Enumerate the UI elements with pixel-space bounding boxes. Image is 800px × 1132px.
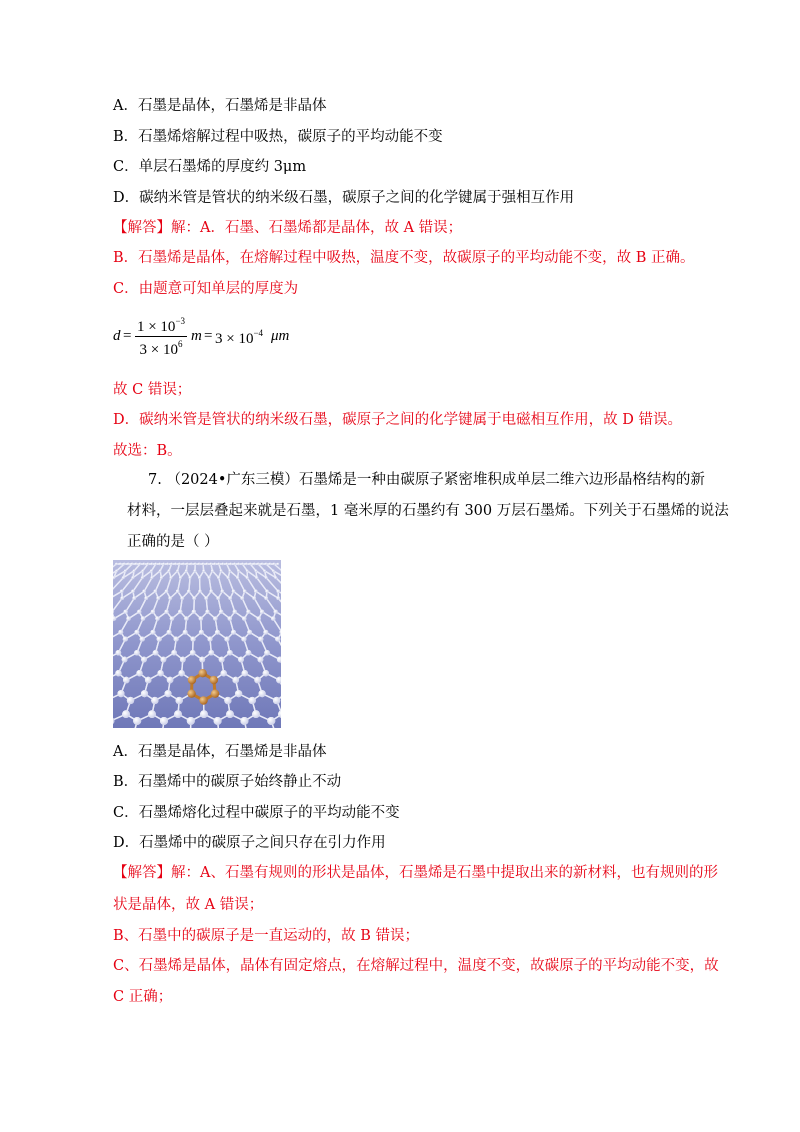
answer-line: 状是晶体，故 A 错误； (113, 897, 264, 913)
carbon-atom (218, 563, 220, 565)
carbon-atom (261, 563, 263, 565)
carbon-atom (260, 610, 264, 614)
fraction-bar (135, 336, 187, 337)
option-d: D．石墨烯中的碳原子之间只存在引力作用 (113, 835, 386, 851)
carbon-atom (240, 717, 248, 725)
carbon-atom (257, 616, 261, 620)
formula-equals-2: = (204, 328, 213, 344)
carbon-atom (263, 570, 266, 573)
carbon-atom (151, 630, 156, 635)
answer-line: B、石墨中的碳原子是一直运动的，故 B 错误； (113, 928, 420, 944)
carbon-atom (144, 596, 148, 600)
carbon-atom (136, 670, 142, 676)
carbon-atom (115, 670, 121, 676)
carbon-atom (141, 657, 147, 663)
carbon-atom (222, 563, 224, 565)
carbon-atom (217, 576, 220, 579)
carbon-atom (131, 590, 134, 593)
carbon-atom (165, 610, 169, 614)
carbon-atom (151, 610, 155, 614)
question-stem: 7. （2024•广东三模）石墨烯是一种由碳原子紧密堆积成单层二维六边形晶格结构的新 (148, 472, 705, 488)
carbon-atom (168, 570, 171, 573)
carbon-atom (224, 697, 231, 704)
carbon-atom (143, 563, 145, 565)
carbon-atom (187, 717, 195, 725)
carbon-atom (155, 616, 159, 620)
carbon-atom (263, 670, 269, 676)
carbon-atom (207, 637, 212, 642)
carbon-atom (194, 570, 197, 573)
carbon-atom (215, 630, 220, 635)
formula-equals: = (123, 328, 132, 344)
carbon-atom (123, 637, 128, 642)
carbon-atom (237, 570, 240, 573)
carbon-atom (170, 563, 172, 565)
answer-line: 【解答】解：A．石墨、石墨烯都是晶体，故 A 错误； (113, 220, 463, 236)
highlight-atom (210, 676, 218, 684)
carbon-atom (258, 637, 263, 642)
carbon-atom (246, 570, 249, 573)
carbon-atom (238, 657, 244, 663)
option-a: A．石墨是晶体，石墨烯是非晶体 (113, 98, 327, 114)
carbon-atom (214, 563, 216, 565)
carbon-atom (157, 637, 162, 642)
carbon-atom (159, 570, 162, 573)
carbon-atom (115, 563, 117, 565)
carbon-atom (242, 616, 246, 620)
carbon-atom (191, 637, 196, 642)
carbon-atom (190, 650, 196, 656)
answer-line: 故选：B。 (113, 443, 182, 459)
carbon-atom (157, 670, 163, 676)
carbon-atom (228, 596, 232, 600)
carbon-atom (264, 650, 270, 656)
carbon-atom (151, 697, 158, 704)
carbon-atom (233, 563, 235, 565)
option-c: C．单层石墨烯的厚度约 3μm (113, 159, 307, 175)
carbon-atom (219, 657, 225, 663)
carbon-atom (179, 576, 182, 579)
answer-line: C．由题意可知单层的厚度为 (113, 281, 299, 297)
carbon-atom (127, 563, 129, 565)
carbon-atom (246, 610, 250, 614)
carbon-atom (171, 650, 177, 656)
carbon-atom (117, 690, 124, 697)
highlight-atom (211, 689, 219, 697)
carbon-atom (156, 596, 160, 600)
carbon-atom (186, 563, 188, 565)
carbon-atom (132, 596, 136, 600)
carbon-atom (245, 563, 247, 565)
option-b: B．石墨烯熔解过程中吸热，碳原子的平均动能不变 (113, 129, 443, 145)
formula-rhs-unit: μm (271, 328, 290, 344)
carbon-atom (205, 610, 209, 614)
formula-lhs: d (113, 328, 121, 344)
formula-rhs: $3 \times 10^{-4}$ (215, 328, 264, 347)
carbon-atom (227, 650, 233, 656)
carbon-atom (120, 596, 124, 600)
carbon-atom (178, 610, 182, 614)
carbon-atom (236, 576, 239, 579)
carbon-atom (252, 710, 260, 718)
carbon-atom (189, 576, 192, 579)
carbon-atom (265, 563, 267, 565)
carbon-atom (265, 590, 268, 593)
option-d: D．碳纳米管是管状的纳米级石墨，碳原子之间的化学键属于强相互作用 (113, 190, 575, 206)
carbon-atom (141, 570, 144, 573)
carbon-atom (273, 563, 275, 565)
carbon-atom (124, 570, 127, 573)
carbon-atom (142, 590, 145, 593)
carbon-atom (134, 650, 140, 656)
carbon-atom (199, 616, 203, 620)
carbon-atom (227, 576, 230, 579)
carbon-atom (115, 570, 118, 573)
carbon-atom (221, 590, 224, 593)
carbon-atom (249, 697, 256, 704)
carbon-atom (122, 657, 128, 663)
carbon-atom (118, 630, 123, 635)
carbon-atom (170, 616, 174, 620)
carbon-atom (185, 570, 188, 573)
carbon-atom (253, 563, 255, 565)
formula-unit: m (191, 328, 202, 344)
thickness-formula (113, 316, 433, 360)
carbon-atom (241, 563, 243, 565)
carbon-atom (275, 637, 280, 642)
carbon-atom (165, 590, 168, 593)
carbon-atom (151, 563, 153, 565)
highlight-atom (198, 669, 206, 677)
carbon-atom (174, 637, 179, 642)
carbon-atom (147, 563, 149, 565)
carbon-atom (150, 570, 153, 573)
carbon-atom (137, 610, 141, 614)
carbon-atom (167, 630, 172, 635)
carbon-atom (211, 570, 214, 573)
carbon-atom (194, 563, 196, 565)
carbon-atom (267, 717, 275, 725)
carbon-atom (214, 717, 222, 725)
carbon-atom (265, 576, 268, 579)
graphene-lattice-image (113, 560, 281, 728)
carbon-atom (150, 576, 153, 579)
carbon-atom (198, 576, 201, 579)
carbon-atom (167, 677, 174, 684)
carbon-atom (161, 657, 167, 663)
carbon-atom (155, 563, 157, 565)
carbon-atom (160, 576, 163, 579)
carbon-atom (202, 570, 205, 573)
graphene-lattice-svg (113, 560, 281, 728)
carbon-atom (139, 563, 141, 565)
carbon-atom (247, 630, 252, 635)
carbon-atom (135, 563, 137, 565)
carbon-atom (131, 576, 134, 579)
highlight-atom (187, 689, 195, 697)
carbon-atom (124, 610, 128, 614)
carbon-atom (276, 596, 280, 600)
option-b: B．石墨烯中的碳原子始终静止不动 (113, 774, 342, 790)
carbon-atom (176, 570, 179, 573)
carbon-atom (119, 563, 121, 565)
carbon-atom (226, 710, 234, 718)
carbon-atom (224, 637, 229, 642)
carbon-atom (221, 670, 227, 676)
question-stem: 材料，一层层叠起来就是石墨，1 毫米厚的石墨约有 300 万层石墨烯。下列关于石墨烯的说法 (127, 503, 729, 519)
carbon-atom (271, 616, 275, 620)
carbon-atom (148, 710, 156, 718)
carbon-atom (228, 616, 232, 620)
carbon-atom (213, 616, 217, 620)
carbon-atom (160, 717, 168, 725)
carbon-atom (153, 650, 159, 656)
carbon-atom (133, 570, 136, 573)
carbon-atom (216, 596, 220, 600)
carbon-atom (264, 596, 268, 600)
carbon-atom (232, 590, 235, 593)
carbon-atom (257, 563, 259, 565)
carbon-atom (133, 717, 141, 725)
carbon-atom (154, 590, 157, 593)
carbon-atom (274, 576, 277, 579)
answer-line: 故 C 错误； (113, 382, 192, 398)
carbon-atom (187, 590, 190, 593)
carbon-atom (258, 657, 264, 663)
carbon-atom (232, 677, 239, 684)
carbon-atom (277, 563, 279, 565)
carbon-atom (122, 710, 130, 718)
carbon-atom (226, 563, 228, 565)
question-stem: 正确的是（ ） (127, 534, 219, 550)
carbon-atom (273, 697, 280, 704)
carbon-atom (252, 596, 256, 600)
carbon-atom (229, 563, 231, 565)
carbon-atom (269, 563, 271, 565)
carbon-atom (204, 596, 208, 600)
carbon-atom (198, 590, 201, 593)
answer-line: B．石墨烯是晶体，在熔解过程中吸热，温度不变，故碳原子的平均动能不变，故 B 正确。 (113, 250, 695, 266)
carbon-atom (131, 563, 133, 565)
carbon-atom (237, 563, 239, 565)
carbon-atom (199, 630, 204, 635)
carbon-atom (141, 576, 144, 579)
carbon-atom (176, 697, 183, 704)
carbon-atom (180, 596, 184, 600)
carbon-atom (249, 563, 251, 565)
carbon-atom (159, 563, 161, 565)
carbon-atom (259, 690, 266, 697)
carbon-atom (241, 637, 246, 642)
carbon-atom (235, 690, 242, 697)
carbon-atom (199, 657, 205, 663)
carbon-atom (123, 563, 125, 565)
carbon-atom (228, 570, 231, 573)
carbon-atom (209, 590, 212, 593)
answer-line: C 正确； (113, 989, 173, 1005)
carbon-atom (240, 596, 244, 600)
carbon-atom (243, 590, 246, 593)
carbon-atom (174, 563, 176, 565)
carbon-atom (274, 610, 278, 614)
answer-line: D．碳纳米管是管状的纳米级石墨，碳原子之间的化学键属于电磁相互作用，故 D 错误。 (113, 412, 682, 428)
carbon-atom (220, 570, 223, 573)
carbon-atom (134, 630, 139, 635)
carbon-atom (246, 650, 252, 656)
formula-denominator: $3 \times 10^6$ (139, 339, 183, 358)
carbon-atom (123, 677, 130, 684)
option-c: C．石墨烯熔化过程中碳原子的平均动能不变 (113, 805, 400, 821)
carbon-atom (180, 657, 186, 663)
carbon-atom (141, 690, 148, 697)
carbon-atom (254, 590, 257, 593)
carbon-atom (242, 670, 248, 676)
carbon-atom (255, 576, 258, 579)
carbon-atom (162, 563, 164, 565)
carbon-atom (165, 690, 172, 697)
carbon-atom (182, 563, 184, 565)
carbon-atom (198, 563, 200, 565)
carbon-atom (254, 677, 261, 684)
carbon-atom (116, 650, 122, 656)
carbon-atom (263, 630, 268, 635)
option-a: A．石墨是晶体，石墨烯是非晶体 (113, 744, 327, 760)
carbon-atom (192, 596, 196, 600)
carbon-atom (178, 670, 184, 676)
answer-line: 【解答】解：A、石墨有规则的形状是晶体，石墨烯是石墨中提取出来的新材料，也有规则的形 (113, 865, 718, 881)
carbon-atom (184, 616, 188, 620)
carbon-atom (202, 563, 204, 565)
carbon-atom (174, 710, 182, 718)
carbon-atom (231, 630, 236, 635)
carbon-atom (277, 590, 280, 593)
carbon-atom (141, 616, 145, 620)
carbon-atom (272, 570, 275, 573)
carbon-atom (255, 570, 258, 573)
carbon-atom (120, 590, 123, 593)
carbon-atom (246, 576, 249, 579)
carbon-atom (176, 590, 179, 593)
carbon-atom (206, 563, 208, 565)
carbon-atom (127, 697, 134, 704)
carbon-atom (140, 637, 145, 642)
highlight-atom (188, 676, 196, 684)
carbon-atom (209, 650, 215, 656)
carbon-atom (208, 576, 211, 579)
carbon-atom (122, 576, 125, 579)
carbon-atom (145, 677, 152, 684)
carbon-atom (166, 563, 168, 565)
carbon-atom (170, 576, 173, 579)
carbon-atom (200, 710, 208, 718)
carbon-atom (178, 563, 180, 565)
carbon-atom (168, 596, 172, 600)
answer-line: C、石墨烯是晶体，晶体有固定熔点，在熔解过程中，温度不变，故碳原子的平均动能不变，故 (113, 958, 719, 974)
carbon-atom (233, 610, 237, 614)
carbon-atom (219, 610, 223, 614)
carbon-atom (190, 563, 192, 565)
highlight-atom (199, 696, 207, 704)
formula-numerator: $1 \times 10^{-3}$ (136, 316, 186, 335)
carbon-atom (126, 616, 130, 620)
carbon-atom (183, 630, 188, 635)
carbon-atom (210, 563, 212, 565)
carbon-atom (192, 610, 196, 614)
